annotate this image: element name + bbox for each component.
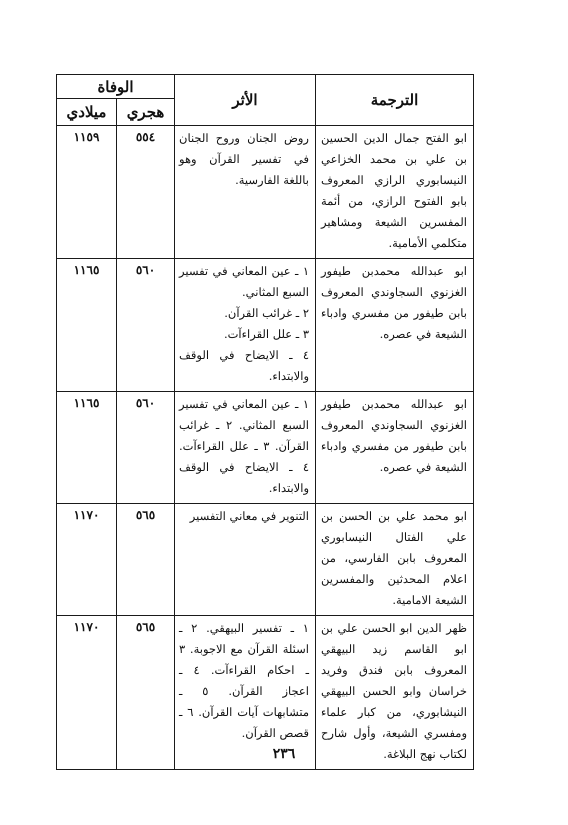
header-miladi: ميلادي	[57, 99, 117, 126]
bio-cell: ابو عبدالله محمدبن طيفور الغزنوي السجاوندي المعروف بابن طيفور من مفسري وادباء الشيعة في عصره.	[316, 259, 474, 392]
page-number: ٢٣٦	[272, 746, 296, 762]
works-cell	[175, 392, 316, 504]
bio-cell: ابو محمد علي بن الحسن بن علي الفتال النيسابوري المعروف بابن الفارسي، من اعلام المحدثين والمفسرين الشيعة الامامية.	[316, 504, 474, 616]
hijri-year: ٥٦٥	[117, 504, 175, 616]
bio-cell: ابو الفتح جمال الدين الحسين بن علي بن محمد الخزاعي النيسابوري الرازي المعروف بابو الفتوح الرازي، من أئمة المفسرين الشيعة ومشاهير متكلمي الأمامية.	[316, 126, 474, 259]
hijri-year: ٥٦٥	[117, 616, 175, 770]
bio-cell: ظهر الدين ابو الحسن علي بن ابو القاسم زيد البيهقي المعروف بابن فندق وفريد خراسان وابو الحسن البيهقي النيشابوري، من كبار علماء ومفسري الشيعة، وأول شارح لكتاب نهج البلاغة.	[316, 616, 474, 770]
miladi-year: ١١٦٥	[57, 259, 117, 392]
miladi-year: ١١٦٥	[57, 392, 117, 504]
works-cell	[175, 259, 316, 392]
miladi-year: ١١٧٠	[57, 504, 117, 616]
work-item: روض الجنان وروح الجنان في تفسير القرآن وهو باللغة الفارسية.	[179, 131, 309, 187]
header-tarjama: الترجمة	[316, 75, 474, 126]
table-row	[57, 126, 474, 259]
works-cell	[175, 126, 316, 259]
header-hijri: هجري	[117, 99, 175, 126]
work-item: ٤ ـ الايضاح في الوقف والابتداء.	[179, 348, 309, 383]
header-athar: الأثر	[175, 75, 316, 126]
work-item: ٢ ـ غرائب القرآن.	[224, 306, 309, 320]
table-row	[57, 504, 474, 616]
hijri-year: ٥٦٠	[117, 392, 175, 504]
hijri-year: ٥٥٤	[117, 126, 175, 259]
work-item: ١ ـ عين المعاني في تفسير السبع المثاني.	[179, 264, 309, 299]
bio-cell: ابو عبدالله محمدبن طيفور الغزنوي السجاوندي المعروف بابن طيفور من مفسري وادباء الشيعة في عصره.	[316, 392, 474, 504]
work-item: التنوير في معاني التفسير	[189, 509, 309, 523]
hijri-year: ٥٦٠	[117, 259, 175, 392]
header-row	[57, 75, 474, 99]
biography-table	[56, 74, 474, 770]
work-item: ٣ ـ علل القراءآت.	[223, 327, 309, 341]
work-item: ١ ـ عين المعاني في تفسير السبع المثاني. ٢ ـ غرائب القرآن. ٣ ـ علل القراءآت. ٤ ـ الايضاح في الوقف والابتداء.	[179, 397, 310, 495]
miladi-year: ١١٧٠	[57, 616, 117, 770]
table-row	[57, 392, 474, 504]
miladi-year: ١١٥٩	[57, 126, 117, 259]
work-item: ١ ـ تفسير البيهقي. ٢ ـ اسئلة القرآن مع الاجوبة. ٣ ـ احكام القراءآت. ٤ ـ اعجاز القرآن. ٥ ـ متشابهات آيات القرآن. ٦ ـ قصص القرآن.	[179, 621, 309, 740]
works-cell	[175, 504, 316, 616]
table-row	[57, 259, 474, 392]
header-wafat: الوفاة	[57, 75, 175, 99]
